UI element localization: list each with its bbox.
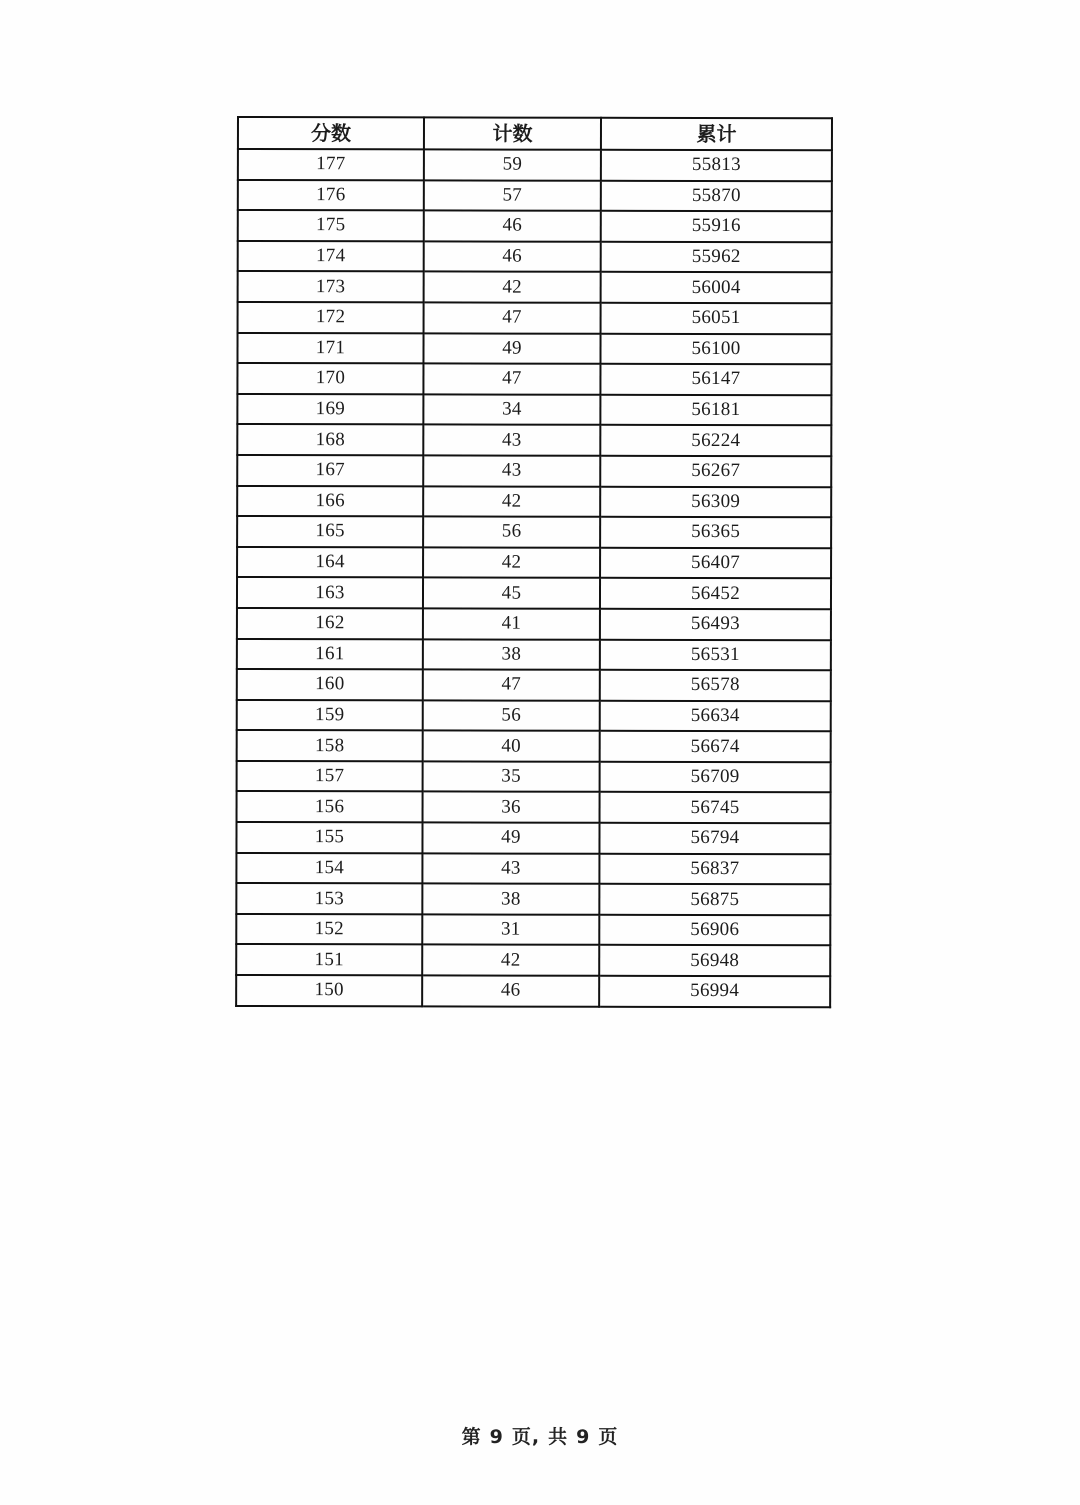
cell-count: 43: [422, 853, 599, 884]
cell-cumulative: 56709: [600, 762, 831, 793]
cell-count: 46: [424, 241, 601, 272]
table-body: [236, 149, 832, 1007]
table-row: [237, 516, 831, 548]
table-row: [238, 180, 832, 212]
table-row: [236, 944, 830, 976]
table-row: [238, 149, 832, 181]
cell-count: 38: [422, 884, 599, 915]
cell-score: 153: [236, 883, 422, 914]
cell-score: 177: [238, 149, 424, 180]
cell-cumulative: 56531: [600, 639, 831, 670]
cell-cumulative: 55813: [601, 150, 832, 181]
cell-count: 34: [423, 394, 600, 425]
cell-cumulative: 56181: [600, 395, 831, 426]
table-row: [237, 455, 831, 487]
table-row: [237, 547, 831, 579]
cell-cumulative: 56452: [600, 578, 831, 609]
cell-count: 42: [423, 547, 600, 578]
cell-score: 152: [236, 914, 422, 945]
cell-cumulative: 56794: [599, 823, 830, 854]
cell-count: 45: [423, 578, 600, 609]
cell-cumulative: 56365: [600, 517, 831, 548]
cell-count: 57: [424, 180, 601, 211]
cell-score: 165: [237, 516, 423, 547]
table-row: [237, 639, 831, 671]
cell-score: 164: [237, 547, 423, 578]
cell-cumulative: 55916: [601, 211, 832, 242]
table-row: [237, 791, 831, 823]
footer-page-word: 页,: [511, 1426, 541, 1448]
cell-cumulative: 56634: [600, 700, 831, 731]
cell-count: 42: [423, 486, 600, 517]
cell-cumulative: 56948: [599, 945, 830, 976]
header-score: 分数: [238, 117, 424, 149]
cell-score: 173: [238, 271, 424, 302]
cell-cumulative: 55870: [601, 180, 832, 211]
table-row: [237, 608, 831, 640]
table-row: [236, 853, 830, 885]
cell-score: 167: [237, 455, 423, 486]
cell-score: 160: [237, 669, 423, 700]
score-distribution-table: [235, 116, 833, 1008]
cell-count: 49: [422, 822, 599, 853]
cell-score: 156: [237, 791, 423, 822]
cell-count: 47: [423, 669, 600, 700]
cell-score: 150: [236, 975, 422, 1006]
cell-cumulative: 56994: [599, 976, 830, 1007]
cell-score: 169: [237, 394, 423, 425]
cell-score: 154: [236, 853, 422, 884]
table-row: [237, 730, 831, 762]
table-row: [238, 271, 832, 303]
cell-count: 38: [423, 639, 600, 670]
cell-count: 49: [423, 333, 600, 364]
header-count: 计数: [424, 117, 601, 149]
cell-count: 46: [422, 975, 599, 1006]
cell-cumulative: 56267: [600, 456, 831, 487]
cell-cumulative: 56493: [600, 609, 831, 640]
cell-count: 42: [424, 272, 601, 303]
cell-cumulative: 56147: [600, 364, 831, 395]
cell-cumulative: 56100: [600, 333, 831, 364]
cell-cumulative: 56875: [599, 884, 830, 915]
cell-score: 176: [238, 180, 424, 211]
cell-score: 166: [237, 486, 423, 517]
cell-count: 35: [423, 761, 600, 792]
cell-cumulative: 56578: [600, 670, 831, 701]
footer-total-pages: 9: [576, 1426, 591, 1448]
cell-cumulative: 56674: [600, 731, 831, 762]
cell-cumulative: 55962: [601, 242, 832, 273]
cell-count: 36: [423, 792, 600, 823]
cell-score: 158: [237, 730, 423, 761]
cell-score: 175: [238, 210, 424, 241]
cell-count: 40: [423, 731, 600, 762]
footer-current-page: 9: [489, 1426, 504, 1448]
cell-cumulative: 56004: [601, 272, 832, 303]
cell-score: 170: [237, 363, 423, 394]
table-row: [237, 761, 831, 793]
footer-total-word: 共: [548, 1426, 569, 1448]
cell-score: 151: [236, 944, 422, 975]
table-row: [238, 302, 832, 334]
table-row: [237, 700, 831, 732]
cell-count: 47: [423, 364, 600, 395]
table-row: [237, 394, 831, 426]
cell-score: 159: [237, 700, 423, 731]
cell-count: 59: [424, 149, 601, 180]
cell-score: 174: [238, 241, 424, 272]
header-cumulative: 累计: [601, 118, 832, 150]
cell-count: 56: [423, 700, 600, 731]
cell-count: 56: [423, 517, 600, 548]
cell-count: 46: [424, 211, 601, 242]
page-footer: [0, 1422, 1080, 1449]
table-row: [236, 822, 830, 854]
cell-score: 171: [237, 333, 423, 364]
cell-cumulative: 56906: [599, 915, 830, 946]
cell-cumulative: 56224: [600, 425, 831, 456]
footer-prefix: 第: [461, 1426, 482, 1448]
cell-count: 31: [422, 914, 599, 945]
cell-count: 47: [424, 302, 601, 333]
table-row: [238, 210, 832, 242]
cell-score: 155: [236, 822, 422, 853]
cell-cumulative: 56051: [601, 303, 832, 334]
cell-score: 168: [237, 424, 423, 455]
cell-cumulative: 56745: [600, 792, 831, 823]
table-row: [237, 577, 831, 609]
cell-count: 43: [423, 455, 600, 486]
table-row: [236, 914, 830, 946]
cell-score: 157: [237, 761, 423, 792]
table-header-row: [238, 117, 832, 150]
cell-score: 162: [237, 608, 423, 639]
table-row: [237, 424, 831, 456]
cell-count: 41: [423, 608, 600, 639]
table-row: [237, 486, 831, 518]
table-row: [236, 975, 830, 1007]
cell-count: 43: [423, 425, 600, 456]
cell-score: 161: [237, 639, 423, 670]
table-row: [238, 241, 832, 273]
table-row: [237, 333, 831, 365]
table-row: [237, 669, 831, 701]
table-row: [236, 883, 830, 915]
cell-score: 163: [237, 577, 423, 608]
cell-cumulative: 56407: [600, 547, 831, 578]
cell-score: 172: [238, 302, 424, 333]
cell-count: 42: [422, 945, 599, 976]
cell-cumulative: 56837: [599, 853, 830, 884]
footer-suffix: 页: [598, 1426, 619, 1448]
table-row: [237, 363, 831, 395]
cell-cumulative: 56309: [600, 486, 831, 517]
